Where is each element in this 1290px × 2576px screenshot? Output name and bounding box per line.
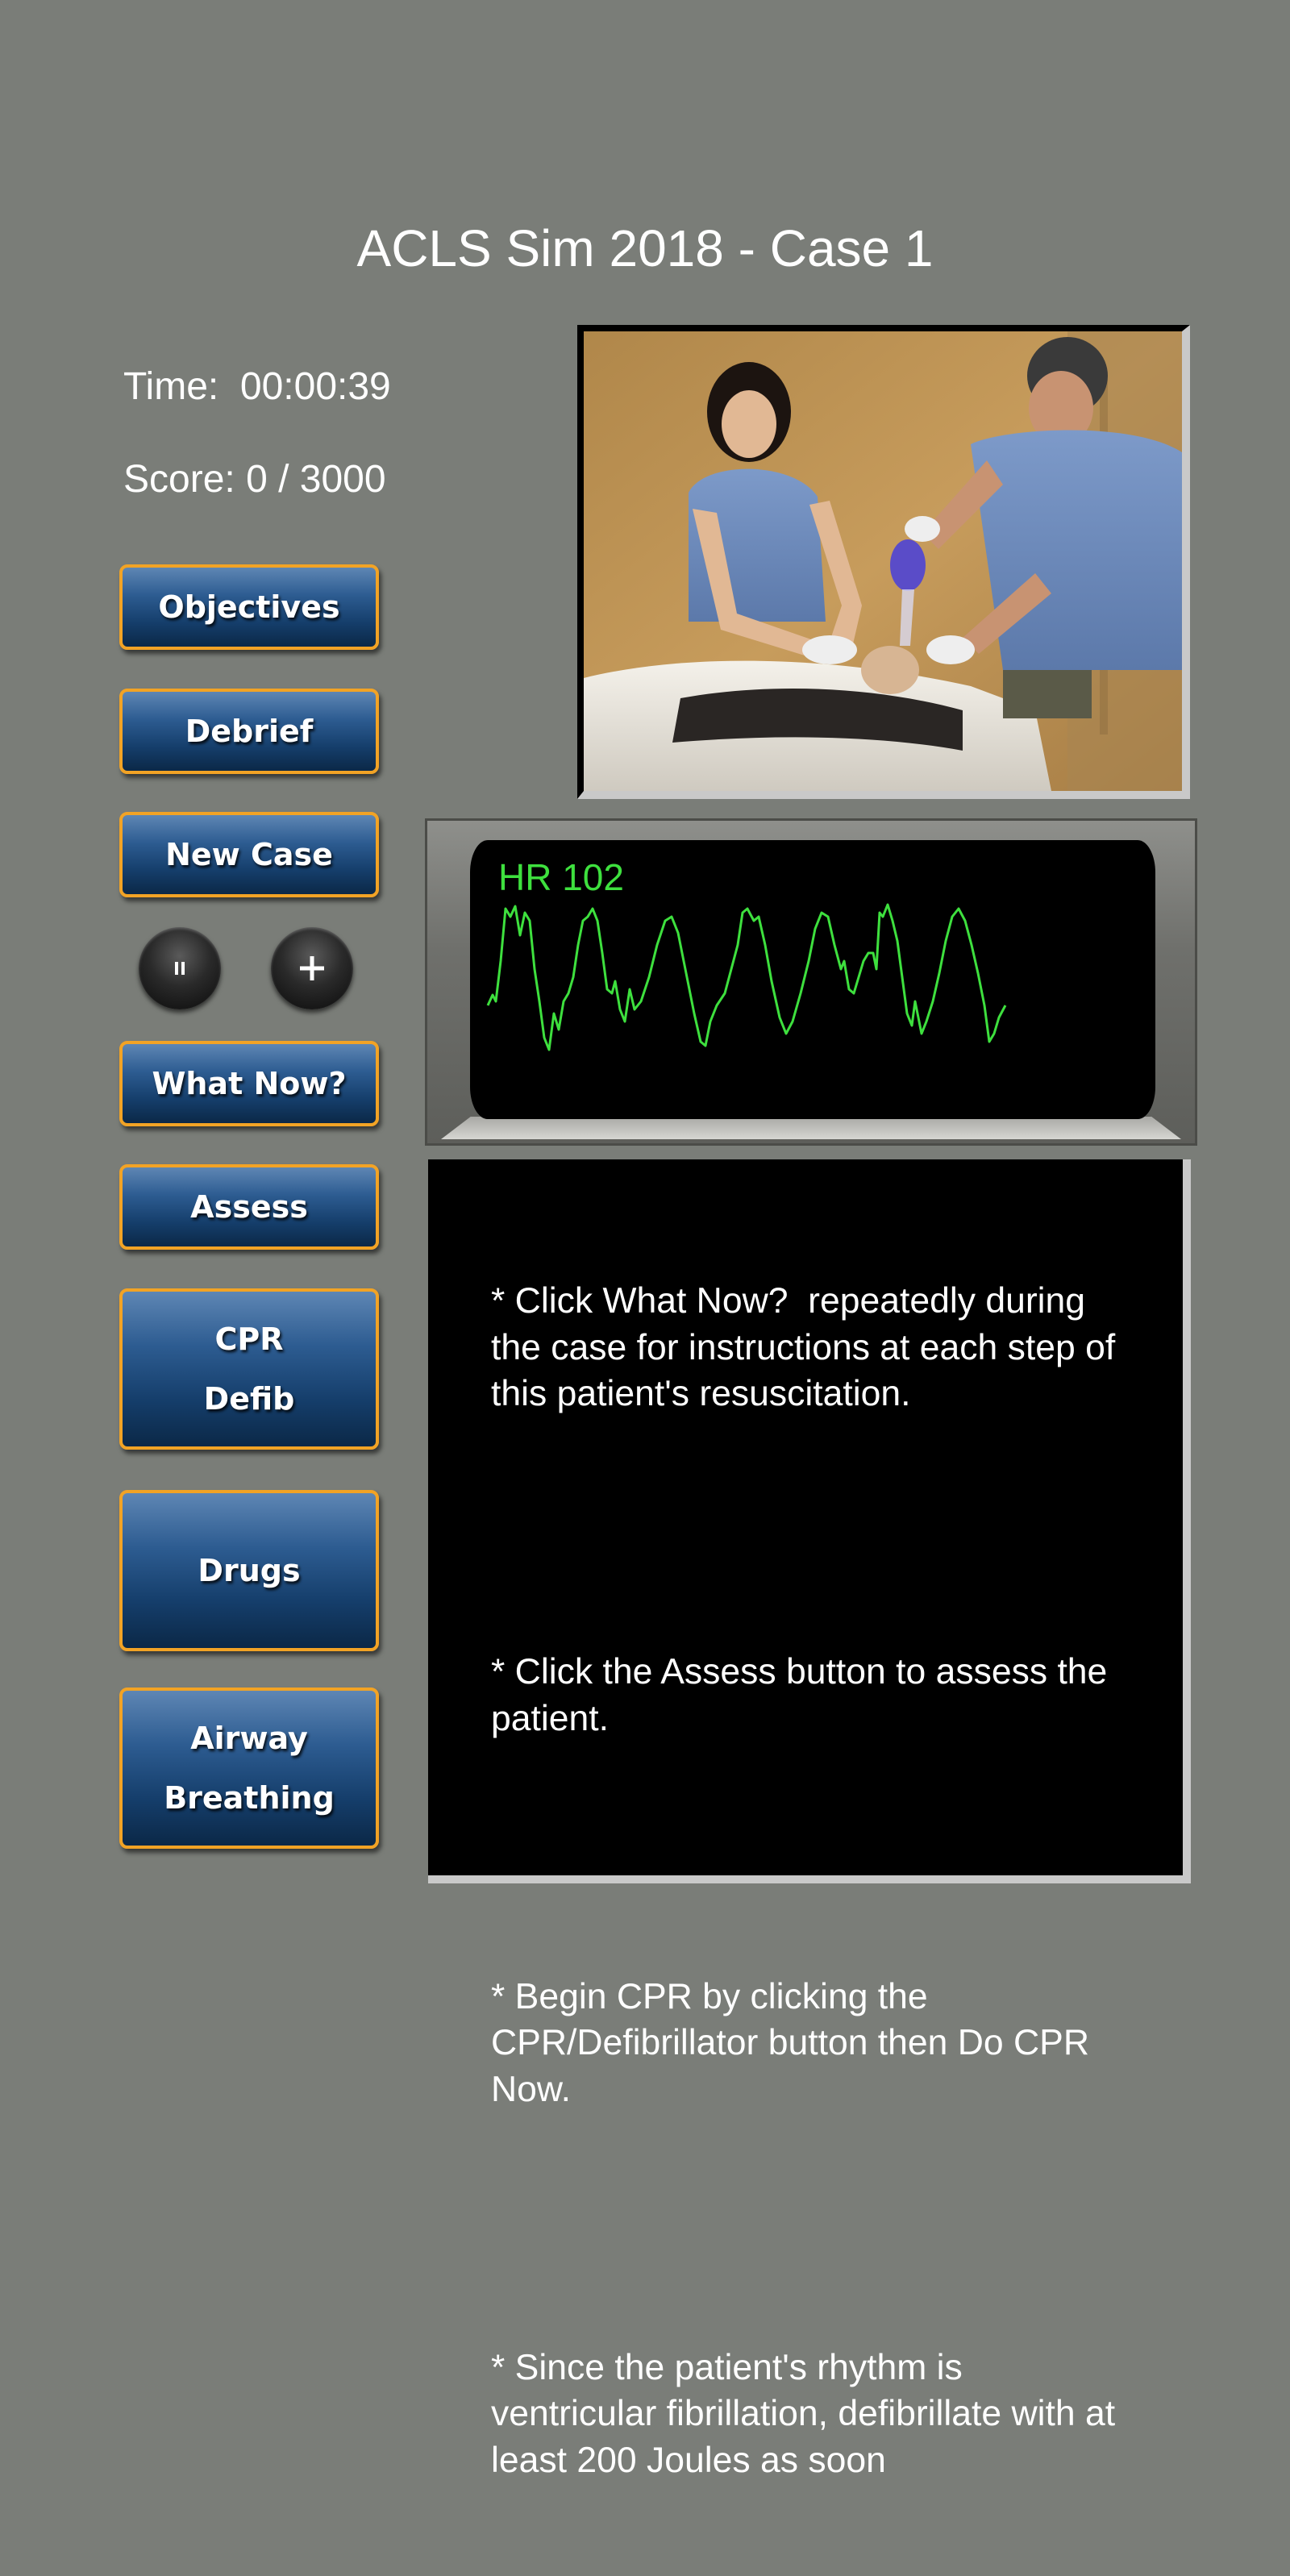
instructions-scroll-area[interactable]	[428, 1159, 1183, 2480]
debrief-button-label: Debrief	[185, 714, 314, 749]
what-now-button[interactable]	[119, 1041, 379, 1126]
plus-icon	[296, 952, 328, 984]
new-case-button[interactable]	[119, 812, 379, 897]
cpr-scene-illustration	[584, 331, 1182, 791]
objectives-button[interactable]	[119, 564, 379, 650]
monitor-bezel	[441, 1117, 1181, 1139]
drugs-button[interactable]	[119, 1490, 379, 1651]
zoom-in-button[interactable]	[271, 927, 353, 1009]
what-now-button-label: What Now?	[152, 1066, 347, 1101]
instruction-paragraph: * Click What Now? repeatedly during the case for instructions at each step of this patient's resuscitation.	[491, 1281, 1126, 1413]
objectives-button-label: Objectives	[158, 589, 340, 625]
debrief-button[interactable]	[119, 689, 379, 774]
instruction-paragraph: * Begin CPR by clicking the CPR/Defibrillator button then Do CPR Now.	[491, 1976, 1100, 2109]
airway-button-label-line2: Breathing	[164, 1780, 335, 1816]
page-title: ACLS Sim 2018 - Case 1	[356, 219, 934, 277]
assess-button[interactable]	[119, 1164, 379, 1250]
new-case-button-label: New Case	[165, 837, 333, 872]
scene-photo	[577, 325, 1190, 799]
assess-button-label: Assess	[190, 1189, 308, 1225]
heart-rate-readout: HR 102	[498, 856, 624, 898]
instruction-paragraph: * Click the Assess button to assess the patient.	[491, 1652, 1117, 1738]
instruction-paragraph: * Since the patient's rhythm is ventricular fibrillation, defibrillate with at least 200 Joules as soon	[491, 2347, 1126, 2480]
cpr-button-label-line2: Defib	[203, 1381, 295, 1417]
drugs-button-label: Drugs	[198, 1553, 301, 1588]
pause-icon	[168, 956, 192, 980]
score-readout: Score: 0 / 3000	[123, 458, 386, 501]
ecg-trace	[488, 905, 1005, 1050]
instructions-text	[491, 1185, 1126, 2576]
cpr-button-label-line1: CPR	[214, 1321, 284, 1357]
cpr-defib-button[interactable]	[119, 1288, 379, 1450]
airway-button-label-line1: Airway	[190, 1721, 308, 1756]
timer-readout: Time: 00:00:39	[123, 365, 391, 408]
pause-button[interactable]	[139, 927, 221, 1009]
airway-breathing-button[interactable]	[119, 1688, 379, 1849]
instructions-panel[interactable]	[428, 1159, 1191, 2480]
